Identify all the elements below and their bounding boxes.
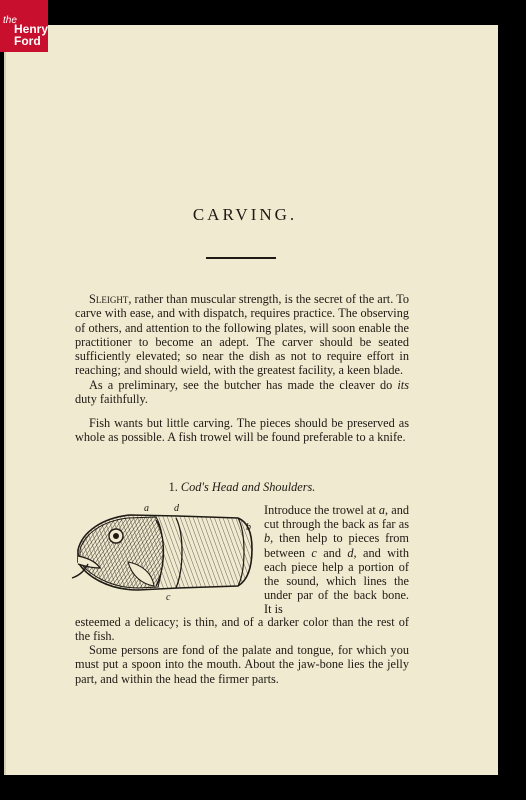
paragraph-fish-text: Fish wants but little carving. The pieces should be preserved as whole as possible. A fish trowel will be found preferable to a knife. — [75, 416, 409, 445]
figure-label-d: d — [174, 503, 179, 514]
lead-word: Sleight, — [89, 292, 132, 306]
section-title: Cod's Head and Shoulders. — [180, 480, 316, 494]
caption-part-3: , then help to pieces from between — [264, 531, 409, 560]
section-heading — [75, 480, 409, 495]
caption-ref-b: b — [264, 531, 271, 546]
caption-part-4: and — [316, 545, 348, 560]
paragraph-preliminary-start: As a preliminary, see the butcher has made the cleaver do — [89, 377, 398, 392]
figure-label-c: c — [166, 592, 171, 603]
paragraph-preliminary-italic: its — [397, 377, 409, 392]
caption-part-2: , and cut through the back as far as — [264, 503, 409, 532]
paragraph-delicacy: esteemed a delicacy; is thin, and of a darker color than the rest of the fish. — [75, 615, 409, 644]
fish-pupil — [113, 533, 119, 539]
logo-the: the — [3, 15, 17, 26]
title-rule — [206, 257, 276, 259]
caption-ref-c: c — [311, 545, 317, 560]
paragraph-intro-body: rather than muscular strength, is the secret of the art. To carve with ease, and with dispatch, requires practice. The observing of others, and attention to the following plates, will soon enable the practitioner to become an adept. The carver should be seated sufficiently elevated; so near the dish as not to require effort in reaching; and should wield, with the greatest facility, a keen blade. — [75, 292, 409, 378]
henry-ford-logo[interactable] — [0, 0, 48, 52]
section-number: 1. — [168, 480, 178, 494]
paragraph-palate-text: Some persons are fond of the palate and tongue, for which you must put a spoon into the mouth. About the jaw-bone lies the jelly part, and within the head the firmer parts. — [75, 643, 409, 686]
page-title: CARVING. — [192, 205, 298, 224]
paragraph-preliminary-end: duty faithfully. — [75, 392, 148, 407]
logo-ford: Ford — [14, 34, 41, 48]
paragraph-fish — [75, 416, 409, 445]
logo-henry: Henry — [14, 22, 49, 36]
paragraph-palate — [75, 643, 409, 686]
caption-ref-a: a — [378, 503, 386, 517]
paragraph-intro — [75, 292, 409, 406]
caption-part-5: , and with each piece help a portion of the sound, which lines the under par of the back bone. It is — [264, 545, 410, 617]
figure-label-b: b — [246, 522, 251, 533]
figure-caption-text — [264, 503, 409, 617]
caption-part-1: Introduce the trowel at — [264, 503, 379, 517]
figure-label-a: a — [144, 503, 149, 514]
cod-head-illustration — [68, 502, 263, 607]
caption-ref-d: d — [347, 545, 354, 560]
